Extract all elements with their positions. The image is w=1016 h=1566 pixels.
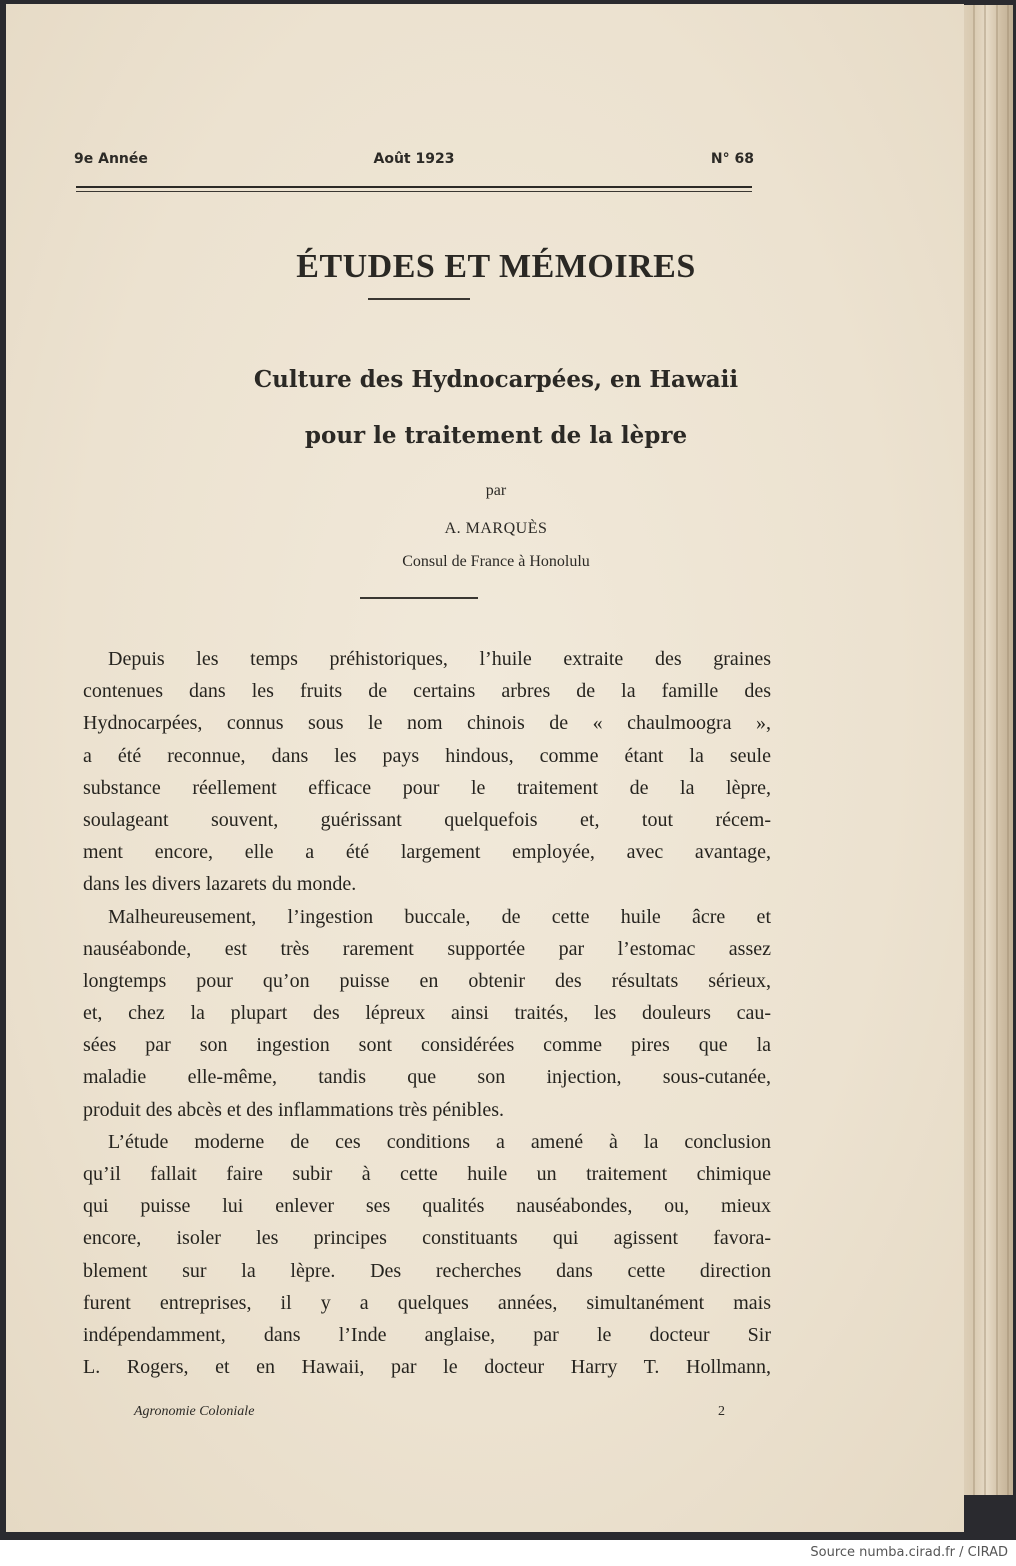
header-rule-thick: [76, 186, 752, 188]
body-line: Hydnocarpées, connus sous le nom chinois de « chaulmoogra »,: [83, 712, 771, 735]
section-title: ÉTUDES ET MÉMOIRES: [296, 248, 696, 285]
article-body: [83, 643, 771, 1383]
body-line: indépendamment, dans l’Inde anglaise, par le docteur Sir: [83, 1323, 771, 1346]
header-year: 9e Année: [74, 151, 148, 167]
body-line: Malheureusement, l’ingestion buccale, de cette huile âcre et: [108, 905, 771, 928]
body-line: produit des abcès et des inflammations très pénibles.: [83, 1098, 505, 1121]
footer-journal: Agronomie Coloniale: [134, 1404, 255, 1419]
body-line: et, chez la plupart des lépreux ainsi traités, les douleurs cau-: [83, 1002, 771, 1025]
body-line: L. Rogers, et en Hawaii, par le docteur Harry T. Hollmann,: [83, 1356, 771, 1379]
author-role: Consul de France à Honolulu: [402, 553, 590, 570]
footer-page-number: 2: [718, 1404, 725, 1419]
body-line: encore, isoler les principes constituants qui agissent favora-: [83, 1227, 771, 1250]
body-line: ment encore, elle a été largement employée, avec avantage,: [83, 841, 771, 864]
source-credit: Source numba.cirad.fr / CIRAD: [810, 1545, 1008, 1560]
body-line: maladie elle-même, tandis que son injection, sous-cutanée,: [83, 1066, 771, 1089]
body-line: longtemps pour qu’on puisse en obtenir des résultats sérieux,: [83, 969, 771, 992]
body-line: dans les divers lazarets du monde.: [83, 873, 357, 896]
header-date: Août 1923: [373, 151, 455, 167]
running-header: [74, 151, 754, 175]
section-divider: [368, 298, 470, 300]
body-line: Depuis les temps préhistoriques, l’huile extraite des graines: [108, 648, 771, 670]
body-line: sées par son ingestion sont considérées comme pires que la: [83, 1034, 771, 1057]
body-line: contenues dans les fruits de certains arbres de la famille des: [83, 680, 771, 703]
body-line: L’étude moderne de ces conditions a amené à la conclusion: [108, 1130, 771, 1153]
body-line: a été reconnue, dans les pays hindous, comme étant la seule: [83, 744, 771, 767]
article-title-line1: Culture des Hydnocarpées, en Hawaii: [253, 366, 739, 393]
body-line: qui puisse lui enlever ses qualités nauséabondes, ou, mieux: [83, 1195, 771, 1218]
body-line: furent entreprises, il y a quelques années, simultanément mais: [83, 1291, 771, 1314]
body-line: blement sur la lèpre. Des recherches dans cette direction: [83, 1259, 771, 1282]
article-title-line2: pour le traitement de la lèpre: [304, 422, 688, 449]
header-rule-thin: [76, 191, 752, 192]
byline-divider: [360, 597, 478, 599]
body-line: substance réellement efficace pour le traitement de la lèpre,: [83, 776, 771, 799]
author-name: A. MARQUÈS: [444, 520, 548, 537]
body-line: qu’il fallait faire subir à cette huile un traitement chimique: [83, 1163, 771, 1185]
header-number: N° 68: [710, 151, 754, 167]
body-line: nauséabonde, est très rarement supportée par l’estomac assez: [83, 937, 771, 960]
byline-par: par: [485, 482, 507, 499]
body-line: soulageant souvent, guérissant quelquefois et, tout récem-: [83, 808, 771, 831]
